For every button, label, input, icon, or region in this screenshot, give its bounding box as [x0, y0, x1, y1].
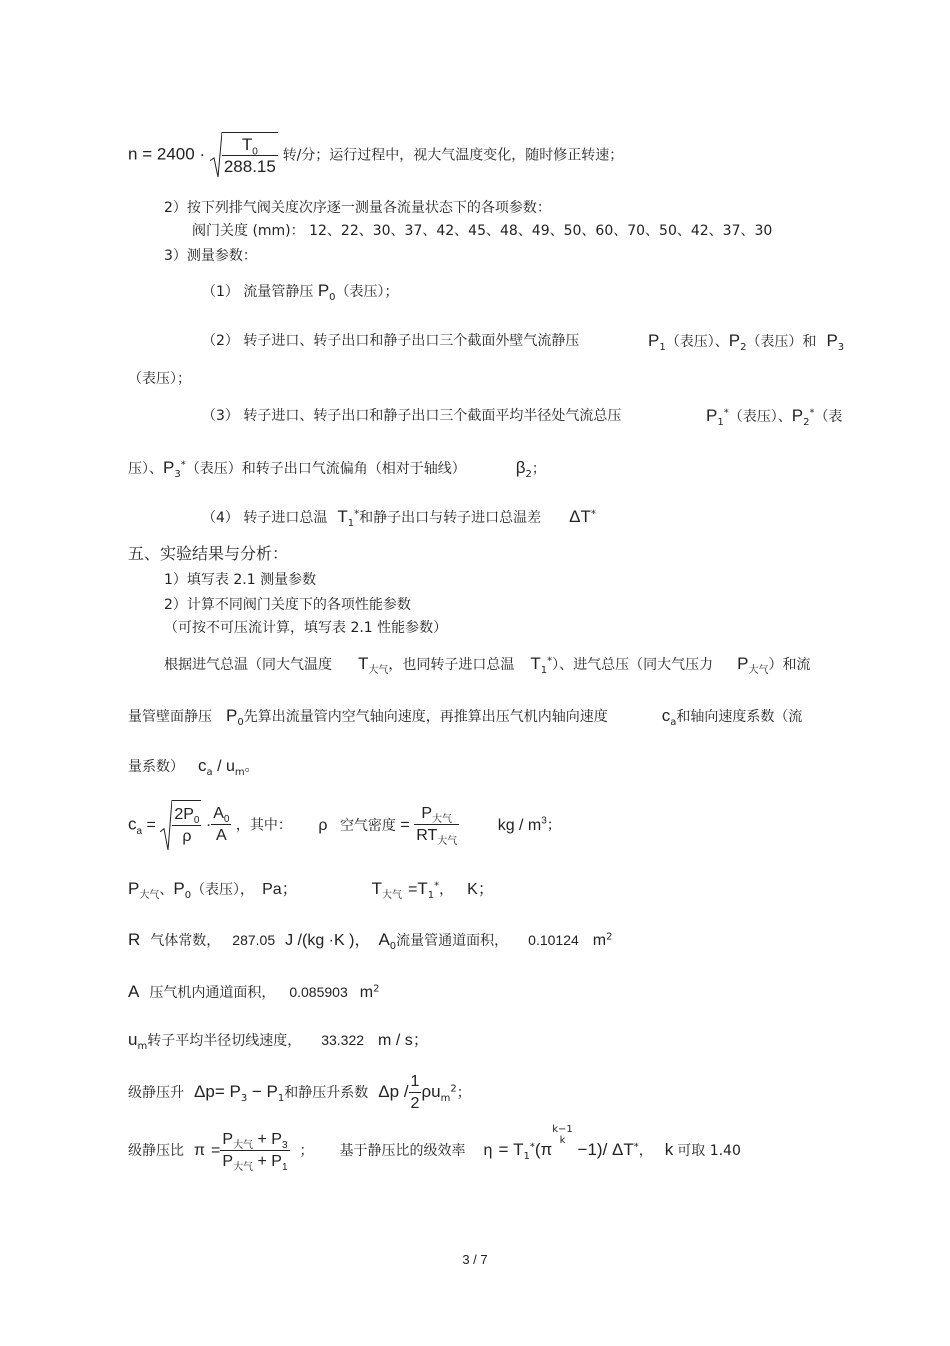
page-number: 3 / 7	[462, 1252, 488, 1267]
var-T1: T	[417, 879, 428, 898]
para-2b: 先算出流量管内空气轴向速度，再推算出压气机内轴向速度	[243, 709, 608, 725]
param-3	[202, 406, 862, 426]
star: *	[547, 655, 553, 667]
static-pressure-ratio	[128, 1126, 741, 1175]
label-pressure-rise: 级静压升	[128, 1085, 184, 1101]
k-value-note: 可取 1.40	[677, 1143, 741, 1159]
frac-num: 1	[409, 1072, 422, 1093]
dot-op: ·	[205, 816, 212, 834]
var-eta: η	[483, 1142, 493, 1159]
def-um	[128, 1030, 429, 1051]
var-rho: ρ	[182, 828, 192, 846]
para-2	[128, 706, 802, 727]
R-unit: J /(kg ·K )，	[285, 932, 371, 949]
div-u: / u	[212, 758, 235, 775]
paren-pi: (π	[534, 1140, 553, 1159]
var-T0: T	[241, 135, 253, 154]
var-RT: RT	[416, 827, 438, 844]
period: 。	[244, 759, 259, 775]
sub-1: 1	[659, 341, 666, 353]
sqrt-symbol	[210, 132, 278, 178]
semicolon: ；	[299, 1143, 314, 1159]
var-ca: c	[661, 706, 671, 725]
sub-1: 1	[523, 1150, 530, 1162]
gauge-note: （表压），	[191, 882, 255, 898]
var-P3-total: P	[163, 458, 175, 477]
sub-3: 3	[240, 1092, 248, 1104]
sub-m: m	[440, 1092, 451, 1104]
sup-2: 2	[606, 931, 613, 943]
var-rho-u: ρu	[421, 1082, 441, 1101]
sub-m: m	[234, 766, 245, 778]
var-deltaT: ΔT	[569, 507, 591, 526]
result-2: 2）计算不同阀门关度下的各项性能参数	[164, 597, 411, 613]
sub-1: 1	[281, 1161, 288, 1173]
var-P-atm: P	[222, 1130, 234, 1148]
static-pressure-rise	[128, 1070, 471, 1115]
var-P0: P	[226, 706, 238, 725]
label-pressure-ratio: 级静压比	[128, 1143, 184, 1159]
plus-P1: + P	[253, 1152, 282, 1170]
var-P1: P	[648, 331, 660, 350]
var-P-atm: P	[222, 1152, 234, 1170]
sub-atm: 大气	[432, 814, 453, 826]
para-1b: ，也同转子进口总温	[388, 657, 515, 673]
eq-sign: =	[146, 816, 156, 834]
var-A0: A	[213, 805, 224, 822]
gauge-note-end: 压）、	[128, 461, 163, 477]
param-4	[202, 507, 596, 528]
semicolon: ；	[456, 1085, 471, 1101]
sub-1: 1	[277, 1092, 285, 1104]
param-4-text: 和静子出口与转子进口总温差	[359, 510, 542, 526]
star: *	[434, 880, 440, 892]
param-2-label: （2） 转子进口、转子出口和静子出口三个截面外壁气流静压	[202, 333, 580, 349]
para-1	[164, 654, 811, 675]
sqrt-symbol	[160, 800, 201, 851]
para-2c: 和轴向速度系数（流	[676, 709, 803, 725]
var-n: n	[128, 144, 138, 164]
para-1a: 根据进气总温（同大气温度	[164, 657, 332, 673]
sup-3: 3	[541, 815, 547, 827]
param-3-label: （3） 转子进口、转子出口和静子出口三个截面平均半径处气流总压	[202, 408, 622, 424]
var-P3: P	[826, 331, 838, 350]
um-label: 转子平均半径切线速度，	[147, 1033, 302, 1049]
step-3: 3）测量参数：	[164, 248, 257, 264]
def-A	[128, 982, 379, 1003]
var-A0: A	[378, 930, 390, 949]
A0-value: 0.10124	[528, 932, 579, 948]
sub-a: a	[206, 766, 213, 778]
minus-P1: − P	[247, 1082, 278, 1101]
um-value: 33.322	[321, 1032, 365, 1048]
sub-0: 0	[329, 291, 336, 303]
sub-0: 0	[184, 889, 192, 901]
param-2-cont: （表压）；	[128, 371, 191, 387]
unit-m: m	[592, 932, 607, 949]
result-2-note: （可按不可压流计算，填写表 2.1 性能参数）	[164, 620, 448, 636]
var-T-atm: T	[371, 879, 383, 898]
var-ca: c	[198, 756, 207, 775]
var-A: A	[128, 982, 140, 1001]
section-heading: 五、实验结果与分析：	[128, 544, 289, 563]
unit-Pa: Pa；	[262, 881, 298, 898]
sub-2: 2	[740, 341, 747, 353]
density-label: 空气密度	[339, 817, 396, 834]
para-2a: 量管壁面静压	[128, 709, 212, 725]
var-P1-total: P	[706, 406, 718, 425]
exp-den: k	[559, 1135, 566, 1146]
sub-3: 3	[281, 1139, 288, 1151]
eq-sign: =	[400, 816, 410, 834]
var-P2: P	[728, 331, 741, 350]
star: *	[723, 407, 729, 419]
param-3-cont	[128, 458, 546, 479]
var-P-atm: P	[737, 654, 749, 673]
label-efficiency: 基于静压比的级效率	[339, 1143, 466, 1159]
var-beta: β	[515, 458, 526, 477]
sub-3: 3	[837, 341, 845, 353]
sub-2: 2	[803, 416, 810, 428]
param-3-text: （表压）和转子出口气流偏角（相对于轴线）	[185, 461, 466, 477]
sub-1: 1	[427, 889, 435, 901]
para-3	[128, 756, 259, 777]
var-P-atm: P	[128, 879, 140, 898]
std-temperature: 288.15	[223, 157, 276, 176]
R-label: 气体常数，	[150, 933, 221, 949]
sub-atm: 大气	[748, 664, 769, 676]
semicolon: ；	[531, 461, 546, 477]
gauge-note: （表压）、	[728, 409, 792, 425]
sub-atm: 大气	[233, 1139, 254, 1151]
star: *	[354, 508, 360, 520]
plus-P3: + P	[253, 1130, 282, 1148]
var-pi: π	[194, 1142, 206, 1159]
para-1c: ）、进气总压（同大气压力	[552, 657, 714, 673]
sub-0: 0	[389, 940, 397, 952]
sub-1: 1	[347, 517, 355, 529]
valve-openings: 阀门关度 (mm)： 12、22、30、37、42、45、48、49、50、60、70、50、42、37、30	[192, 223, 773, 239]
var-P-atm: P	[421, 805, 433, 822]
param-1-label: （1） 流量管静压	[202, 284, 318, 300]
unit-K: K；	[467, 881, 494, 898]
sub-3: 3	[174, 468, 181, 480]
star: *	[809, 407, 815, 419]
param-1	[202, 281, 399, 302]
var-delta-p: Δp	[194, 1082, 215, 1101]
um-unit: m / s；	[378, 1032, 429, 1049]
exp-num: k−1	[552, 1124, 573, 1135]
sub-a: a	[670, 716, 677, 728]
sub-atm: 大气	[233, 1161, 254, 1173]
sub-atm: 大气	[437, 836, 458, 848]
eq-P3: = P	[214, 1082, 241, 1101]
gauge-note: （表压）、	[665, 334, 729, 350]
var-R: R	[128, 930, 141, 949]
def-pressures	[128, 879, 494, 900]
var-T1: T	[530, 654, 541, 673]
var-rho: ρ	[318, 816, 328, 834]
speed-formula	[128, 132, 623, 178]
where-text: ，其中：	[235, 817, 292, 834]
star: *	[180, 459, 186, 471]
var-k: k	[664, 1140, 674, 1159]
star: *	[590, 508, 596, 520]
A0-label: 流量管通道面积，	[396, 933, 509, 949]
sub-0: 0	[252, 146, 258, 158]
comma: 、	[159, 882, 174, 898]
two-P0: 2P	[174, 806, 194, 824]
sub-atm: 大气	[139, 889, 160, 901]
unit-m: m	[359, 984, 374, 1001]
star: *	[633, 1141, 639, 1153]
var-P2-total: P	[791, 406, 804, 425]
efficiency-rest: −1)/ ΔT	[572, 1140, 634, 1159]
var-delta-p-div: Δp /	[378, 1082, 409, 1101]
sub-0: 0	[223, 814, 230, 826]
gauge-note-start: （表	[814, 409, 843, 425]
speed-note: 转/分；运行过程中，视大气温度变化，随时修正转速；	[282, 147, 624, 164]
eq-sign: =	[211, 1142, 221, 1159]
sub-0: 0	[193, 815, 200, 827]
var-A: A	[216, 827, 227, 844]
var-P0: P	[317, 281, 330, 300]
eq-sign: =	[142, 144, 153, 164]
gauge-note-and: （表压）和	[746, 334, 817, 350]
R-value: 287.05	[232, 932, 276, 948]
semicolon: ；	[546, 817, 561, 834]
star: *	[529, 1141, 535, 1153]
var-P0: P	[173, 879, 185, 898]
A-label: 压气机内通道面积，	[149, 985, 276, 1001]
def-R-A0	[128, 930, 612, 951]
sub-1: 1	[717, 416, 724, 428]
sup-2: 2	[450, 1083, 457, 1095]
speed-constant: 2400	[156, 144, 195, 164]
A-value: 0.085903	[289, 984, 348, 1000]
comma: ，	[638, 1143, 653, 1159]
density-unit: kg / m	[497, 816, 542, 834]
label-rise-coeff: 和静压升系数	[284, 1085, 369, 1101]
sub-atm: 大气	[382, 889, 403, 901]
sub-a: a	[136, 825, 143, 837]
para-1d: ）和流	[768, 657, 811, 673]
var-ca: c	[128, 814, 137, 834]
para-3a: 量系数）	[128, 759, 184, 775]
result-1: 1）填写表 2.1 测量参数	[164, 572, 317, 588]
var-T-atm: T	[358, 654, 369, 673]
var-T1: T	[337, 507, 348, 526]
param-1-note: （表压）；	[335, 284, 399, 300]
var-u: u	[128, 1030, 138, 1049]
eq-T1: = T	[498, 1140, 524, 1159]
dot-op: ·	[199, 144, 206, 164]
sub-2: 2	[525, 468, 532, 480]
eq-sign: =	[408, 881, 418, 898]
sub-atm: 大气	[368, 664, 389, 676]
comma: ，	[439, 882, 454, 898]
frac-den: 2	[410, 1094, 420, 1112]
param-2	[202, 331, 862, 351]
step-2: 2）按下列排气阀关度次序逐一测量各流量状态下的各项参数：	[164, 200, 551, 216]
sub-m: m	[137, 1040, 148, 1052]
sup-2: 2	[373, 983, 380, 995]
sub-1: 1	[540, 664, 548, 676]
sub-0: 0	[237, 716, 244, 728]
param-4-label: （4） 转子进口总温	[202, 510, 328, 526]
ca-formula	[128, 800, 561, 851]
